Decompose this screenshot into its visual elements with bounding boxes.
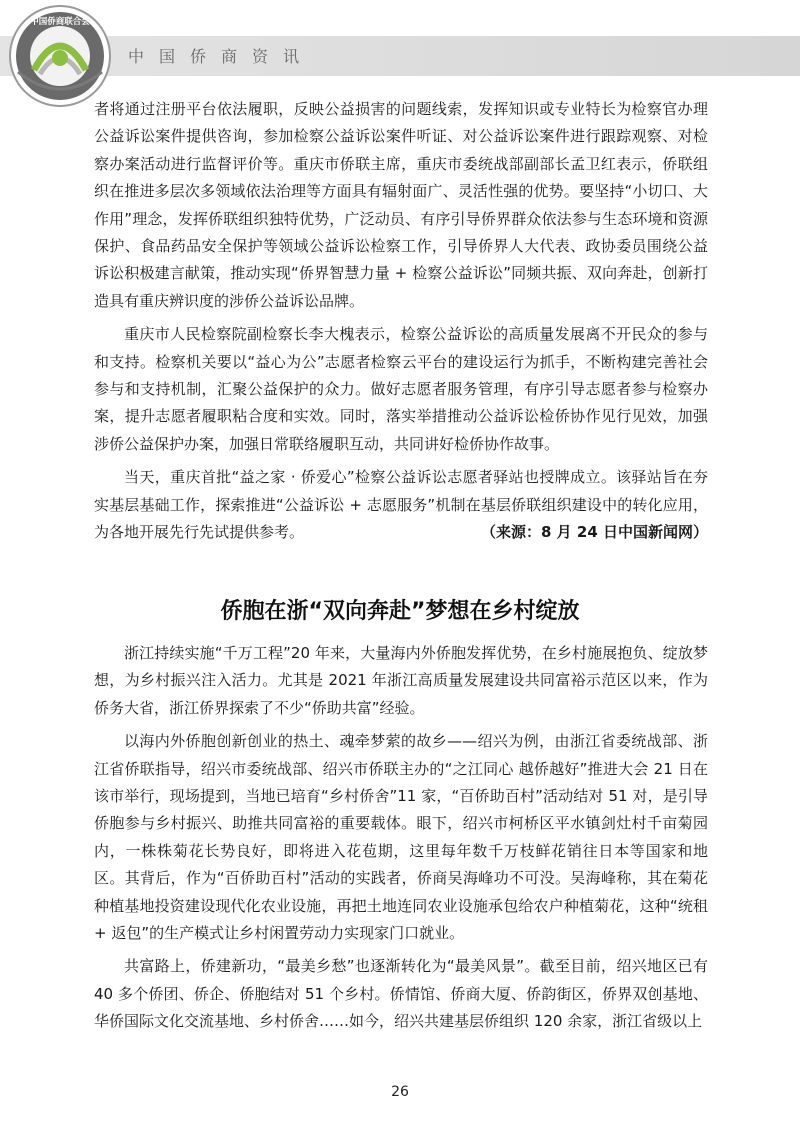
paragraph: 共富路上，侨建新功，“最美乡愁”也逐渐转化为“最美风景”。截至目前，绍兴地区已有 40 多个侨团、侨企、侨胞结对 51 个乡村。侨情馆、侨商大厦、侨韵街区，侨界双创基地、华侨国际文化交流基地、乡村侨舍……如今，绍兴共建基层侨组织 120 余家，浙江省级以上 (94, 957, 708, 1031)
article-headline: 侨胞在浙“双向奔赴”梦想在乡村绽放 (220, 599, 580, 624)
paragraph: 浙江持续实施“千万工程”20 年来，大量海内外侨胞发挥优势，在乡村施展抱负、绽放梦想，为乡村振兴注入活力。尤其是 2021 年浙江高质量发展建设共同富裕示范区以来，作为侨务大省，浙江侨界探索了不少“侨助共富”经验。 (94, 644, 708, 717)
paragraph: 以海内外侨胞创新创业的热土、魂牵梦萦的故乡——绍兴为例，由浙江省委统战部、浙江省侨联指导，绍兴市委统战部、绍兴市侨联主办的“之江同心 越侨越好”推进大会 21 日在该市举行，现场提到，当地已培育“乡村侨舍”11 家，“百侨助百村”活动结对 51 对，是引导侨胞参与乡村振兴、助推共同富裕的重要载体。眼下，绍兴市柯桥区平水镇剑灶村千亩菊园内，一株株菊花长势良好，即将进入花苞期，这里每年数千万枝鲜花销往日本等国家和地区。其背后，作为“百侨助百村”活动的实践者，侨商吴海峰功不可没。吴海峰称，其在菊花种植基地投资建设现代化农业设施，再把土地连同农业设施承包给农户种植菊花，这种“统租 + 返包”的生产模式让乡村闲置劳动力实现家门口就业。 (94, 732, 708, 943)
logo-text: 中国侨商联合会 (30, 17, 90, 27)
source-citation: （来源：8 月 24 日中国新闻网） (481, 523, 708, 542)
logo-emblem (4, 2, 116, 110)
paragraph: 者将通过注册平台依法履职，反映公益损害的问题线索，发挥知识或专业特长为检察官办理公益诉讼案件提供咨询，参加检察公益诉讼案件听证、对公益诉讼案件进行跟踪观察、对检察办案活动进行监督评价等。重庆市侨联主席，重庆市委统战部副部长孟卫红表示，侨联组织在推进多层次多领域依法治理等方面具有辐射面广、灵活性强的优势。要坚持“小切口、大作用”理念，发挥侨联组织独特优势，广泛动员、有序引导侨界群众依法参与生态环境和资源保护、食品药品安全保护等领域公益诉讼检察工作，引导侨界人大代表、政协委员围绕公益诉讼积极建言献策，推动实现“侨界智慧力量 + 检察公益诉讼”同频共振、双向奔赴，创新打造具有重庆辨识度的涉侨公益诉讼品牌。 (94, 100, 708, 310)
article-zhejiang (94, 640, 708, 1036)
paragraph-text: 当天，重庆首批“益之家 · 侨爱心”检察公益诉讼志愿者驿站也授牌成立。该驿站旨在夯实基层基础工作，探索推进“公益诉讼 + 志愿服务”机制在基层侨联组织建设中的转化应用，为各地开展先行先试提供参考。 (94, 468, 708, 542)
article-chongqing (94, 96, 708, 547)
header-band (0, 36, 800, 76)
paragraph: 重庆市人民检察院副检察长李大槐表示，检察公益诉讼的高质量发展离不开民众的参与和支持。检察机关要以“益心为公”志愿者检察云平台的建设运行为抓手，不断构建完善社会参与和支持机制，汇聚公益保护的众力。做好志愿者服务管理，有序引导志愿者参与检察办案，提升志愿者履职粘合度和实效。同时，落实举措推动公益诉讼检侨协作见行见效，加强涉侨公益保护办案，加强日常联络履职互动，共同讲好检侨协作故事。 (94, 325, 708, 453)
header-title: 中国侨商资讯 (128, 47, 315, 66)
page-number: 26 (391, 1084, 409, 1100)
paragraph (94, 464, 708, 546)
